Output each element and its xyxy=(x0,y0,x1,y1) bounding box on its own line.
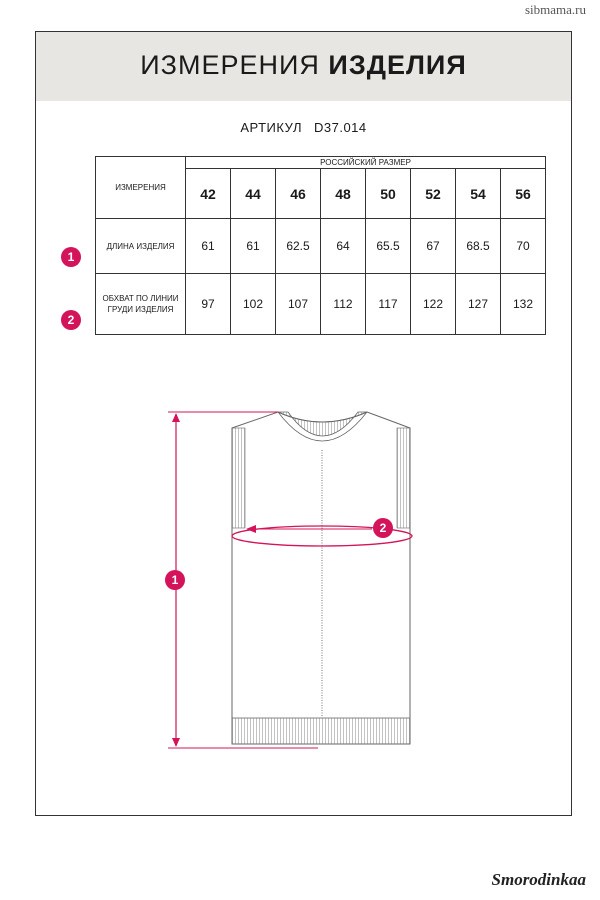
row-label-chest: ОБХВАТ ПО ЛИНИИ ГРУДИ ИЗДЕЛИЯ xyxy=(96,274,186,335)
value-cell: 122 xyxy=(411,274,456,335)
size-cell: 56 xyxy=(501,169,546,219)
value-cell: 65.5 xyxy=(366,219,411,274)
size-cell: 52 xyxy=(411,169,456,219)
row-marker-1: 1 xyxy=(61,247,81,267)
title-bold: ИЗДЕЛИЯ xyxy=(328,50,467,80)
row-marker-2: 2 xyxy=(61,310,81,330)
value-cell: 107 xyxy=(276,274,321,335)
size-cell: 46 xyxy=(276,169,321,219)
size-cell: 54 xyxy=(456,169,501,219)
value-cell: 97 xyxy=(186,274,231,335)
armhole-rib-left xyxy=(232,428,245,528)
length-marker-label: 1 xyxy=(171,573,179,587)
watermark-text: sibmama.ru xyxy=(524,2,586,17)
measure-header: ИЗМЕРЕНИЯ xyxy=(96,157,186,219)
value-cell: 70 xyxy=(501,219,546,274)
value-cell: 62.5 xyxy=(276,219,321,274)
title-light: ИЗМЕРЕНИЯ xyxy=(140,50,320,80)
value-cell: 68.5 xyxy=(456,219,501,274)
size-cell: 50 xyxy=(366,169,411,219)
hem-rib xyxy=(232,718,410,744)
value-cell: 132 xyxy=(501,274,546,335)
size-cell: 44 xyxy=(231,169,276,219)
armhole-rib-right xyxy=(397,428,410,528)
value-cell: 64 xyxy=(321,219,366,274)
row-label-length: ДЛИНА ИЗДЕЛИЯ xyxy=(96,219,186,274)
value-cell: 67 xyxy=(411,219,456,274)
signature-text: Smorodinkaa xyxy=(491,870,586,889)
value-cell: 61 xyxy=(231,219,276,274)
size-cell: 42 xyxy=(186,169,231,219)
value-cell: 61 xyxy=(186,219,231,274)
value-cell: 117 xyxy=(366,274,411,335)
value-cell: 102 xyxy=(231,274,276,335)
value-cell: 112 xyxy=(321,274,366,335)
size-header: РОССИЙСКИЙ РАЗМЕР xyxy=(186,157,546,169)
chest-marker-label: 2 xyxy=(379,521,387,535)
article-label: АРТИКУЛ xyxy=(240,120,302,135)
vest-outline xyxy=(232,412,410,744)
value-cell: 127 xyxy=(456,274,501,335)
article-code: D37.014 xyxy=(313,120,367,135)
size-cell: 48 xyxy=(321,169,366,219)
